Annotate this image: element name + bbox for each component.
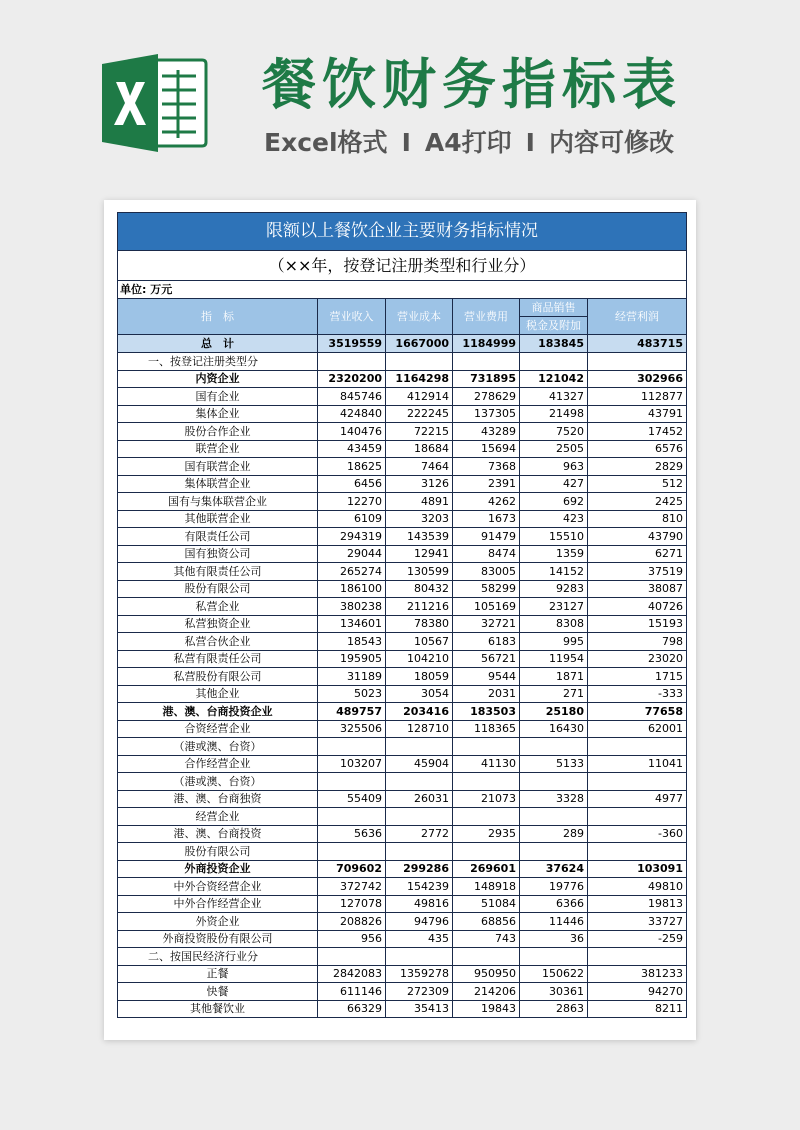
tax-cell bbox=[520, 738, 588, 756]
revenue-cell: 956 bbox=[318, 930, 386, 948]
table-row bbox=[118, 825, 687, 843]
cost-cell: 3203 bbox=[386, 510, 453, 528]
expense-cell: 21073 bbox=[453, 790, 520, 808]
tax-cell: 423 bbox=[520, 510, 588, 528]
tax-cell: 2505 bbox=[520, 440, 588, 458]
expense-cell: 743 bbox=[453, 930, 520, 948]
table-row bbox=[118, 423, 687, 441]
revenue-cell: 5023 bbox=[318, 685, 386, 703]
table-row bbox=[118, 668, 687, 686]
tax-cell: 21498 bbox=[520, 405, 588, 423]
profit-cell: 33727 bbox=[588, 913, 687, 931]
row-label: 股份有限公司 bbox=[118, 843, 318, 861]
row-label: 其他餐饮业 bbox=[118, 1000, 318, 1018]
row-label: 股份合作企业 bbox=[118, 423, 318, 441]
revenue-cell: 294319 bbox=[318, 528, 386, 546]
revenue-cell: 3519559 bbox=[318, 335, 386, 353]
expense-cell: 15694 bbox=[453, 440, 520, 458]
row-label: 合资经营企业 bbox=[118, 720, 318, 738]
row-label: 私营股份有限公司 bbox=[118, 668, 318, 686]
table-row bbox=[118, 843, 687, 861]
table-row bbox=[118, 650, 687, 668]
revenue-cell: 6456 bbox=[318, 475, 386, 493]
profit-cell: 798 bbox=[588, 633, 687, 651]
cost-cell bbox=[386, 773, 453, 791]
table-row bbox=[118, 773, 687, 791]
profit-cell bbox=[588, 353, 687, 371]
tax-cell: 183845 bbox=[520, 335, 588, 353]
revenue-cell: 265274 bbox=[318, 563, 386, 581]
tax-cell: 16430 bbox=[520, 720, 588, 738]
row-label: 外资企业 bbox=[118, 913, 318, 931]
table-title: 限额以上餐饮企业主要财务指标情况 bbox=[118, 213, 687, 251]
total-row bbox=[118, 335, 687, 353]
table-row bbox=[118, 370, 687, 388]
subtitle-separator: I bbox=[401, 128, 411, 157]
profit-cell bbox=[588, 738, 687, 756]
table-row bbox=[118, 965, 687, 983]
cost-cell: 1667000 bbox=[386, 335, 453, 353]
profit-cell: 49810 bbox=[588, 878, 687, 896]
revenue-cell: 424840 bbox=[318, 405, 386, 423]
revenue-cell: 103207 bbox=[318, 755, 386, 773]
revenue-cell: 325506 bbox=[318, 720, 386, 738]
profit-cell: -259 bbox=[588, 930, 687, 948]
subtitle-part: 内容可修改 bbox=[548, 128, 674, 157]
row-label: 中外合作经营企业 bbox=[118, 895, 318, 913]
profit-cell bbox=[588, 808, 687, 826]
expense-cell: 43289 bbox=[453, 423, 520, 441]
tax-cell bbox=[520, 948, 588, 966]
profit-cell: 15193 bbox=[588, 615, 687, 633]
cost-cell bbox=[386, 738, 453, 756]
cost-cell: 3126 bbox=[386, 475, 453, 493]
expense-cell bbox=[453, 843, 520, 861]
row-label: 中外合资经营企业 bbox=[118, 878, 318, 896]
cost-cell: 104210 bbox=[386, 650, 453, 668]
cost-cell: 3054 bbox=[386, 685, 453, 703]
row-label: 集体联营企业 bbox=[118, 475, 318, 493]
table-row bbox=[118, 633, 687, 651]
row-label: （港或澳、台资） bbox=[118, 738, 318, 756]
expense-cell: 137305 bbox=[453, 405, 520, 423]
table-row bbox=[118, 930, 687, 948]
expense-cell: 41130 bbox=[453, 755, 520, 773]
row-label: 有限责任公司 bbox=[118, 528, 318, 546]
cost-cell: 49816 bbox=[386, 895, 453, 913]
cost-cell: 203416 bbox=[386, 703, 453, 721]
cost-cell: 272309 bbox=[386, 983, 453, 1001]
profit-cell: 302966 bbox=[588, 370, 687, 388]
tax-cell bbox=[520, 353, 588, 371]
tax-cell: 963 bbox=[520, 458, 588, 476]
tax-cell: 692 bbox=[520, 493, 588, 511]
profit-cell: 62001 bbox=[588, 720, 687, 738]
table-row bbox=[118, 475, 687, 493]
tax-cell: 15510 bbox=[520, 528, 588, 546]
row-label: 外商投资企业 bbox=[118, 860, 318, 878]
profit-cell: 6271 bbox=[588, 545, 687, 563]
cost-cell: 10567 bbox=[386, 633, 453, 651]
row-label: 二、按国民经济行业分 bbox=[118, 948, 318, 966]
profit-cell: 23020 bbox=[588, 650, 687, 668]
profit-cell: -333 bbox=[588, 685, 687, 703]
row-label: 国有企业 bbox=[118, 388, 318, 406]
row-label: 正餐 bbox=[118, 965, 318, 983]
expense-cell: 118365 bbox=[453, 720, 520, 738]
profit-cell: 43791 bbox=[588, 405, 687, 423]
header-row bbox=[118, 299, 687, 317]
revenue-cell: 372742 bbox=[318, 878, 386, 896]
table-row bbox=[118, 895, 687, 913]
expense-cell: 278629 bbox=[453, 388, 520, 406]
revenue-cell bbox=[318, 843, 386, 861]
tax-cell: 1359 bbox=[520, 545, 588, 563]
table-row bbox=[118, 598, 687, 616]
row-label: 其他联营企业 bbox=[118, 510, 318, 528]
revenue-cell: 134601 bbox=[318, 615, 386, 633]
table-row bbox=[118, 563, 687, 581]
tax-cell: 427 bbox=[520, 475, 588, 493]
revenue-cell: 127078 bbox=[318, 895, 386, 913]
table-row bbox=[118, 878, 687, 896]
tax-cell: 150622 bbox=[520, 965, 588, 983]
profit-cell: 37519 bbox=[588, 563, 687, 581]
table-row bbox=[118, 405, 687, 423]
row-label: 国有独资公司 bbox=[118, 545, 318, 563]
tax-cell: 289 bbox=[520, 825, 588, 843]
row-label: 总 计 bbox=[118, 335, 318, 353]
revenue-cell: 845746 bbox=[318, 388, 386, 406]
cost-cell bbox=[386, 843, 453, 861]
table-row bbox=[118, 703, 687, 721]
table-row bbox=[118, 458, 687, 476]
expense-cell bbox=[453, 353, 520, 371]
table-subtitle-row bbox=[118, 251, 687, 281]
revenue-cell: 31189 bbox=[318, 668, 386, 686]
profit-cell: 4977 bbox=[588, 790, 687, 808]
cost-cell: 18059 bbox=[386, 668, 453, 686]
revenue-cell bbox=[318, 353, 386, 371]
table-row bbox=[118, 615, 687, 633]
col-header-revenue: 营业收入 bbox=[318, 299, 386, 335]
tax-cell: 8308 bbox=[520, 615, 588, 633]
cost-cell bbox=[386, 353, 453, 371]
expense-cell: 58299 bbox=[453, 580, 520, 598]
profit-cell: 381233 bbox=[588, 965, 687, 983]
row-label: 内资企业 bbox=[118, 370, 318, 388]
row-label: 私营有限责任公司 bbox=[118, 650, 318, 668]
table-row bbox=[118, 388, 687, 406]
profit-cell: 11041 bbox=[588, 755, 687, 773]
cost-cell: 80432 bbox=[386, 580, 453, 598]
expense-cell: 91479 bbox=[453, 528, 520, 546]
table-row bbox=[118, 493, 687, 511]
revenue-cell bbox=[318, 948, 386, 966]
revenue-cell: 380238 bbox=[318, 598, 386, 616]
table-row bbox=[118, 720, 687, 738]
revenue-cell: 489757 bbox=[318, 703, 386, 721]
revenue-cell: 55409 bbox=[318, 790, 386, 808]
profit-cell: 6576 bbox=[588, 440, 687, 458]
revenue-cell: 195905 bbox=[318, 650, 386, 668]
spreadsheet-paper bbox=[104, 200, 696, 1040]
profit-cell: 810 bbox=[588, 510, 687, 528]
subtitle-part: A4打印 bbox=[424, 128, 512, 157]
cost-cell: 26031 bbox=[386, 790, 453, 808]
row-label: 私营合伙企业 bbox=[118, 633, 318, 651]
cost-cell: 1164298 bbox=[386, 370, 453, 388]
expense-cell: 9544 bbox=[453, 668, 520, 686]
cost-cell: 154239 bbox=[386, 878, 453, 896]
profit-cell: 40726 bbox=[588, 598, 687, 616]
cost-cell: 211216 bbox=[386, 598, 453, 616]
table-row bbox=[118, 860, 687, 878]
revenue-cell bbox=[318, 738, 386, 756]
section-row bbox=[118, 948, 687, 966]
revenue-cell: 140476 bbox=[318, 423, 386, 441]
cost-cell: 18684 bbox=[386, 440, 453, 458]
cost-cell: 2772 bbox=[386, 825, 453, 843]
table-row bbox=[118, 738, 687, 756]
row-label: 私营企业 bbox=[118, 598, 318, 616]
cost-cell: 299286 bbox=[386, 860, 453, 878]
table-row bbox=[118, 440, 687, 458]
cost-cell: 222245 bbox=[386, 405, 453, 423]
revenue-cell: 18543 bbox=[318, 633, 386, 651]
row-label: 其他有限责任公司 bbox=[118, 563, 318, 581]
table-row bbox=[118, 913, 687, 931]
cost-cell bbox=[386, 948, 453, 966]
row-label: 联营企业 bbox=[118, 440, 318, 458]
expense-cell: 56721 bbox=[453, 650, 520, 668]
tax-cell: 11954 bbox=[520, 650, 588, 668]
profit-cell: 94270 bbox=[588, 983, 687, 1001]
tax-cell: 9283 bbox=[520, 580, 588, 598]
expense-cell: 105169 bbox=[453, 598, 520, 616]
page-header bbox=[0, 0, 800, 190]
expense-cell: 7368 bbox=[453, 458, 520, 476]
row-label: 股份有限公司 bbox=[118, 580, 318, 598]
cost-cell: 12941 bbox=[386, 545, 453, 563]
cost-cell: 35413 bbox=[386, 1000, 453, 1018]
profit-cell: 103091 bbox=[588, 860, 687, 878]
row-label: 快餐 bbox=[118, 983, 318, 1001]
tax-cell: 41327 bbox=[520, 388, 588, 406]
row-label: 外商投资股份有限公司 bbox=[118, 930, 318, 948]
expense-cell: 1184999 bbox=[453, 335, 520, 353]
expense-cell bbox=[453, 808, 520, 826]
row-label: （港或澳、台资） bbox=[118, 773, 318, 791]
profit-cell bbox=[588, 773, 687, 791]
tax-cell: 271 bbox=[520, 685, 588, 703]
col-header-tax-line2: 税金及附加 bbox=[520, 317, 588, 335]
cost-cell: 130599 bbox=[386, 563, 453, 581]
revenue-cell bbox=[318, 808, 386, 826]
row-label: 集体企业 bbox=[118, 405, 318, 423]
tax-cell: 11446 bbox=[520, 913, 588, 931]
revenue-cell: 18625 bbox=[318, 458, 386, 476]
row-label: 其他企业 bbox=[118, 685, 318, 703]
expense-cell: 731895 bbox=[453, 370, 520, 388]
row-label: 港、澳、台商投资企业 bbox=[118, 703, 318, 721]
expense-cell: 83005 bbox=[453, 563, 520, 581]
table-row bbox=[118, 755, 687, 773]
page-title: 餐饮财务指标表 bbox=[262, 53, 682, 116]
profit-cell: 17452 bbox=[588, 423, 687, 441]
revenue-cell: 43459 bbox=[318, 440, 386, 458]
col-header-cost: 营业成本 bbox=[386, 299, 453, 335]
expense-cell: 19843 bbox=[453, 1000, 520, 1018]
row-label: 港、澳、台商独资 bbox=[118, 790, 318, 808]
tax-cell: 2863 bbox=[520, 1000, 588, 1018]
expense-cell: 950950 bbox=[453, 965, 520, 983]
table-row bbox=[118, 1000, 687, 1018]
profit-cell: 77658 bbox=[588, 703, 687, 721]
revenue-cell: 611146 bbox=[318, 983, 386, 1001]
tax-cell: 36 bbox=[520, 930, 588, 948]
subtitle-part: Excel格式 bbox=[264, 128, 388, 157]
table-row bbox=[118, 510, 687, 528]
tax-cell: 23127 bbox=[520, 598, 588, 616]
expense-cell bbox=[453, 773, 520, 791]
cost-cell: 4891 bbox=[386, 493, 453, 511]
profit-cell bbox=[588, 843, 687, 861]
profit-cell: 2829 bbox=[588, 458, 687, 476]
table-row bbox=[118, 580, 687, 598]
cost-cell: 72215 bbox=[386, 423, 453, 441]
profit-cell bbox=[588, 948, 687, 966]
cost-cell: 128710 bbox=[386, 720, 453, 738]
unit-label: 单位: 万元 bbox=[118, 281, 687, 299]
row-label: 合作经营企业 bbox=[118, 755, 318, 773]
cost-cell: 435 bbox=[386, 930, 453, 948]
revenue-cell: 2320200 bbox=[318, 370, 386, 388]
col-header-tax-line1: 商品销售 bbox=[520, 299, 588, 317]
cost-cell: 94796 bbox=[386, 913, 453, 931]
tax-cell: 5133 bbox=[520, 755, 588, 773]
expense-cell: 6183 bbox=[453, 633, 520, 651]
profit-cell: 19813 bbox=[588, 895, 687, 913]
row-label: 国有与集体联营企业 bbox=[118, 493, 318, 511]
cost-cell: 143539 bbox=[386, 528, 453, 546]
expense-cell: 214206 bbox=[453, 983, 520, 1001]
cost-cell bbox=[386, 808, 453, 826]
page-subtitle bbox=[264, 126, 674, 160]
table-row bbox=[118, 545, 687, 563]
revenue-cell: 208826 bbox=[318, 913, 386, 931]
revenue-cell: 2842083 bbox=[318, 965, 386, 983]
expense-cell: 68856 bbox=[453, 913, 520, 931]
profit-cell: 2425 bbox=[588, 493, 687, 511]
tax-cell: 121042 bbox=[520, 370, 588, 388]
tax-cell bbox=[520, 843, 588, 861]
excel-icon bbox=[100, 52, 212, 154]
expense-cell bbox=[453, 738, 520, 756]
profit-cell: 38087 bbox=[588, 580, 687, 598]
tax-cell: 30361 bbox=[520, 983, 588, 1001]
tax-cell: 1871 bbox=[520, 668, 588, 686]
profit-cell: -360 bbox=[588, 825, 687, 843]
expense-cell: 148918 bbox=[453, 878, 520, 896]
section-row bbox=[118, 353, 687, 371]
tax-cell: 995 bbox=[520, 633, 588, 651]
expense-cell: 2935 bbox=[453, 825, 520, 843]
tax-cell: 37624 bbox=[520, 860, 588, 878]
col-header-expense: 营业费用 bbox=[453, 299, 520, 335]
profit-cell: 512 bbox=[588, 475, 687, 493]
table-row bbox=[118, 685, 687, 703]
revenue-cell: 12270 bbox=[318, 493, 386, 511]
revenue-cell bbox=[318, 773, 386, 791]
tax-cell: 7520 bbox=[520, 423, 588, 441]
tax-cell: 25180 bbox=[520, 703, 588, 721]
expense-cell: 183503 bbox=[453, 703, 520, 721]
subtitle-separator: I bbox=[525, 128, 535, 157]
row-label: 一、按登记注册类型分 bbox=[118, 353, 318, 371]
tax-cell: 14152 bbox=[520, 563, 588, 581]
expense-cell bbox=[453, 948, 520, 966]
revenue-cell: 29044 bbox=[318, 545, 386, 563]
row-label: 国有联营企业 bbox=[118, 458, 318, 476]
row-label: 私营独资企业 bbox=[118, 615, 318, 633]
profit-cell: 8211 bbox=[588, 1000, 687, 1018]
table-row bbox=[118, 528, 687, 546]
profit-cell: 1715 bbox=[588, 668, 687, 686]
revenue-cell: 186100 bbox=[318, 580, 386, 598]
cost-cell: 1359278 bbox=[386, 965, 453, 983]
expense-cell: 51084 bbox=[453, 895, 520, 913]
profit-cell: 112877 bbox=[588, 388, 687, 406]
expense-cell: 4262 bbox=[453, 493, 520, 511]
revenue-cell: 5636 bbox=[318, 825, 386, 843]
tax-cell bbox=[520, 773, 588, 791]
revenue-cell: 709602 bbox=[318, 860, 386, 878]
row-label: 港、澳、台商投资 bbox=[118, 825, 318, 843]
table-row bbox=[118, 790, 687, 808]
expense-cell: 8474 bbox=[453, 545, 520, 563]
table-subtitle: （××年，按登记注册类型和行业分） bbox=[118, 251, 687, 281]
col-header-indicator: 指 标 bbox=[118, 299, 318, 335]
profit-cell: 483715 bbox=[588, 335, 687, 353]
table-row bbox=[118, 808, 687, 826]
cost-cell: 78380 bbox=[386, 615, 453, 633]
tax-cell: 3328 bbox=[520, 790, 588, 808]
tax-cell: 19776 bbox=[520, 878, 588, 896]
revenue-cell: 6109 bbox=[318, 510, 386, 528]
col-header-profit: 经营利润 bbox=[588, 299, 687, 335]
financial-table bbox=[117, 212, 687, 1018]
tax-cell bbox=[520, 808, 588, 826]
profit-cell: 43790 bbox=[588, 528, 687, 546]
expense-cell: 1673 bbox=[453, 510, 520, 528]
row-label: 经营企业 bbox=[118, 808, 318, 826]
tax-cell: 6366 bbox=[520, 895, 588, 913]
expense-cell: 269601 bbox=[453, 860, 520, 878]
cost-cell: 45904 bbox=[386, 755, 453, 773]
unit-row bbox=[118, 281, 687, 299]
table-title-row bbox=[118, 213, 687, 251]
cost-cell: 7464 bbox=[386, 458, 453, 476]
expense-cell: 2031 bbox=[453, 685, 520, 703]
revenue-cell: 66329 bbox=[318, 1000, 386, 1018]
expense-cell: 2391 bbox=[453, 475, 520, 493]
cost-cell: 412914 bbox=[386, 388, 453, 406]
expense-cell: 32721 bbox=[453, 615, 520, 633]
table-row bbox=[118, 983, 687, 1001]
